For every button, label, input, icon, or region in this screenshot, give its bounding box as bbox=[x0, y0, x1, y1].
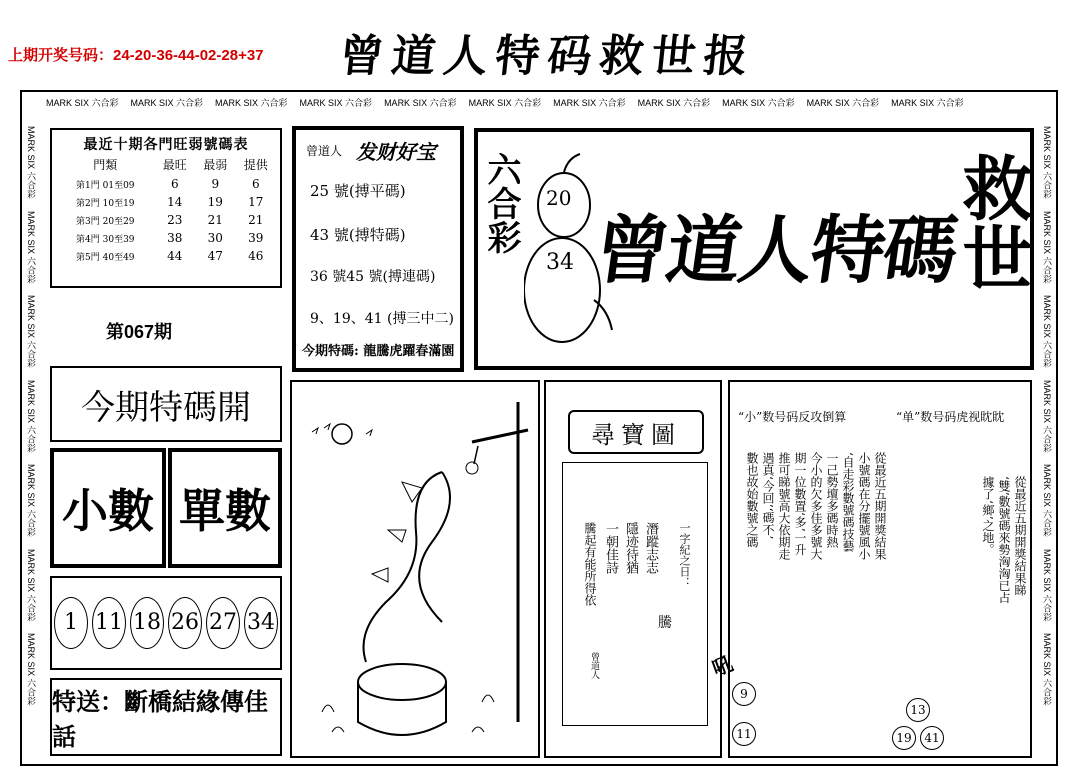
newspaper-title: 曾道人特码救世报 bbox=[336, 31, 759, 82]
analysis-left-column: 數也故始數號之碼 bbox=[745, 452, 759, 548]
banner-main-text: 曾道人特碼 bbox=[589, 208, 962, 294]
small-number-box bbox=[50, 448, 166, 568]
gourd-number-bottom: 34 bbox=[546, 250, 574, 275]
dragon-illustration-box bbox=[290, 380, 540, 758]
special-title: 今期特碼開 bbox=[81, 387, 251, 428]
circle-number: 13 bbox=[906, 698, 930, 722]
analysis-left-column: 小號碼在分擺號風小 bbox=[857, 452, 871, 560]
single-number-box bbox=[168, 448, 282, 568]
analysis-left-column: 一己勢壇多碼時熱 bbox=[825, 452, 839, 548]
poem-column: 隱迹待猶 bbox=[623, 522, 638, 574]
send-text: 特送：斷橋結緣傳佳話 bbox=[52, 687, 268, 751]
table-row: 第5門 40至49 44 47 46 bbox=[76, 249, 264, 263]
analysis-left-column: 期一位數置‘多’一升 bbox=[793, 452, 807, 556]
top-decor-strip: MARK SIX 六合彩 MARK SIX 六合彩 MARK SIX 六合彩 MARK SIX 六合彩 MARK SIX 六合彩 MARK SIX 六合彩 MARK SIX 六合彩 MARK SIX 六合彩 MARK SIX 六合彩 MARK SIX 六合彩 MARK SIX 六合彩 bbox=[46, 98, 964, 108]
right-decor-strip: MARK SIX 六合彩MARK SIX 六合彩MARK SIX 六合彩MARK SIX 六合彩MARK SIX 六合彩MARK SIX 六合彩MARK SIX 六合彩 bbox=[1042, 126, 1052, 706]
poem-column: 潛蹤志志 bbox=[643, 522, 658, 574]
banner-box bbox=[474, 128, 1034, 370]
analysis-box bbox=[709, 380, 1032, 758]
table-row: 第4門 30至39 38 30 39 bbox=[76, 231, 264, 245]
pick-line: 25 號(搏平碼) bbox=[310, 182, 406, 200]
analysis-left-column: ‘自走彩數號碼技藝 bbox=[841, 452, 855, 552]
number-ball: 34 bbox=[244, 597, 278, 649]
analysis-right-column: 從最近五期開獎結果睇 bbox=[1013, 476, 1027, 596]
hot-cold-table bbox=[50, 128, 282, 288]
circle-number: 19 bbox=[892, 726, 916, 750]
analysis-right-heading: “单”数号码虎视眈眈 bbox=[896, 410, 1005, 424]
analysis-left-column: 遇真‘今回’‘碼不’ bbox=[761, 452, 775, 540]
pick-line: 36 號45 號(搏連碼) bbox=[310, 269, 436, 285]
analysis-right-column: ‘雙’數號碼來勢洶洶已占 bbox=[997, 476, 1011, 604]
clue-label: 一字紀之日： bbox=[678, 522, 691, 588]
dragon-illustration bbox=[292, 382, 538, 756]
analysis-mark: 吼 bbox=[709, 651, 737, 681]
picks-title: 发财好宝 bbox=[356, 140, 436, 164]
treasure-title: 尋寶圖 bbox=[568, 410, 704, 454]
table-row: 第1門 01至09 6 9 6 bbox=[76, 177, 260, 191]
col-max: 最旺 bbox=[162, 158, 187, 172]
poem-column: 一朝佳詩 bbox=[603, 522, 618, 574]
small-number-text: 小數 bbox=[62, 484, 154, 538]
table-header-row bbox=[56, 154, 276, 175]
analysis-left-heading: “小”数号码反攻倒算 bbox=[738, 410, 847, 424]
col-door: 門類 bbox=[93, 158, 118, 172]
clue-word: 騰 bbox=[658, 615, 672, 631]
circle-number: 11 bbox=[732, 722, 756, 746]
numbers-box bbox=[50, 576, 282, 670]
treasure-map-box bbox=[544, 380, 722, 758]
number-ball: 18 bbox=[130, 597, 164, 649]
stats-table bbox=[56, 154, 276, 265]
gourd-number-top: 20 bbox=[546, 186, 572, 210]
single-number-text: 單數 bbox=[179, 484, 271, 538]
analysis-left-column: 推可睇號高大依期走 bbox=[777, 452, 791, 560]
banner-liuhecai: 六合彩 bbox=[481, 152, 521, 254]
table-title: 最近十期各門旺弱號碼表 bbox=[83, 137, 249, 153]
special-title-box bbox=[50, 366, 282, 442]
picks-prefix: 曾道人 bbox=[306, 144, 343, 158]
poem-column: 騰起有能所得依 bbox=[583, 522, 597, 606]
number-ball: 1 bbox=[54, 597, 88, 649]
col-min: 最弱 bbox=[203, 158, 228, 172]
number-ball: 26 bbox=[168, 597, 202, 649]
analysis-left-column: 今小的欠多佳多號大 bbox=[809, 452, 823, 560]
circle-number: 41 bbox=[920, 726, 944, 750]
poem-sign: 曾道人 bbox=[589, 652, 599, 679]
number-ball: 11 bbox=[92, 597, 126, 649]
analysis-left-column: 從最近五期開獎結果 bbox=[873, 452, 887, 560]
issue-number: 第067期 bbox=[106, 322, 173, 342]
picks-footer: 今期特碼: 龍騰虎躍春滿園 bbox=[302, 344, 455, 359]
pick-line: 43 號(搏特碼) bbox=[310, 226, 406, 244]
analysis-right-column: 據了‘鄉’之地。 bbox=[981, 476, 995, 556]
last-draw-numbers: 上期开奖号码：24-20-36-44-02-28+37 bbox=[8, 47, 264, 64]
col-provide: 提供 bbox=[243, 158, 268, 172]
banner-jiushi: 救世 bbox=[951, 152, 1034, 292]
pick-line: 9、19、41 (搏三中二) bbox=[310, 311, 454, 327]
number-ball: 27 bbox=[206, 597, 240, 649]
circle-number: 9 bbox=[732, 682, 756, 706]
picks-box bbox=[292, 126, 464, 372]
left-decor-strip: MARK SIX 六合彩MARK SIX 六合彩MARK SIX 六合彩MARK SIX 六合彩MARK SIX 六合彩MARK SIX 六合彩MARK SIX 六合彩 bbox=[26, 126, 36, 706]
table-row: 第2門 10至19 14 19 17 bbox=[76, 195, 264, 209]
table-row: 第3門 20至29 23 21 21 bbox=[76, 213, 264, 227]
send-box bbox=[50, 678, 282, 756]
